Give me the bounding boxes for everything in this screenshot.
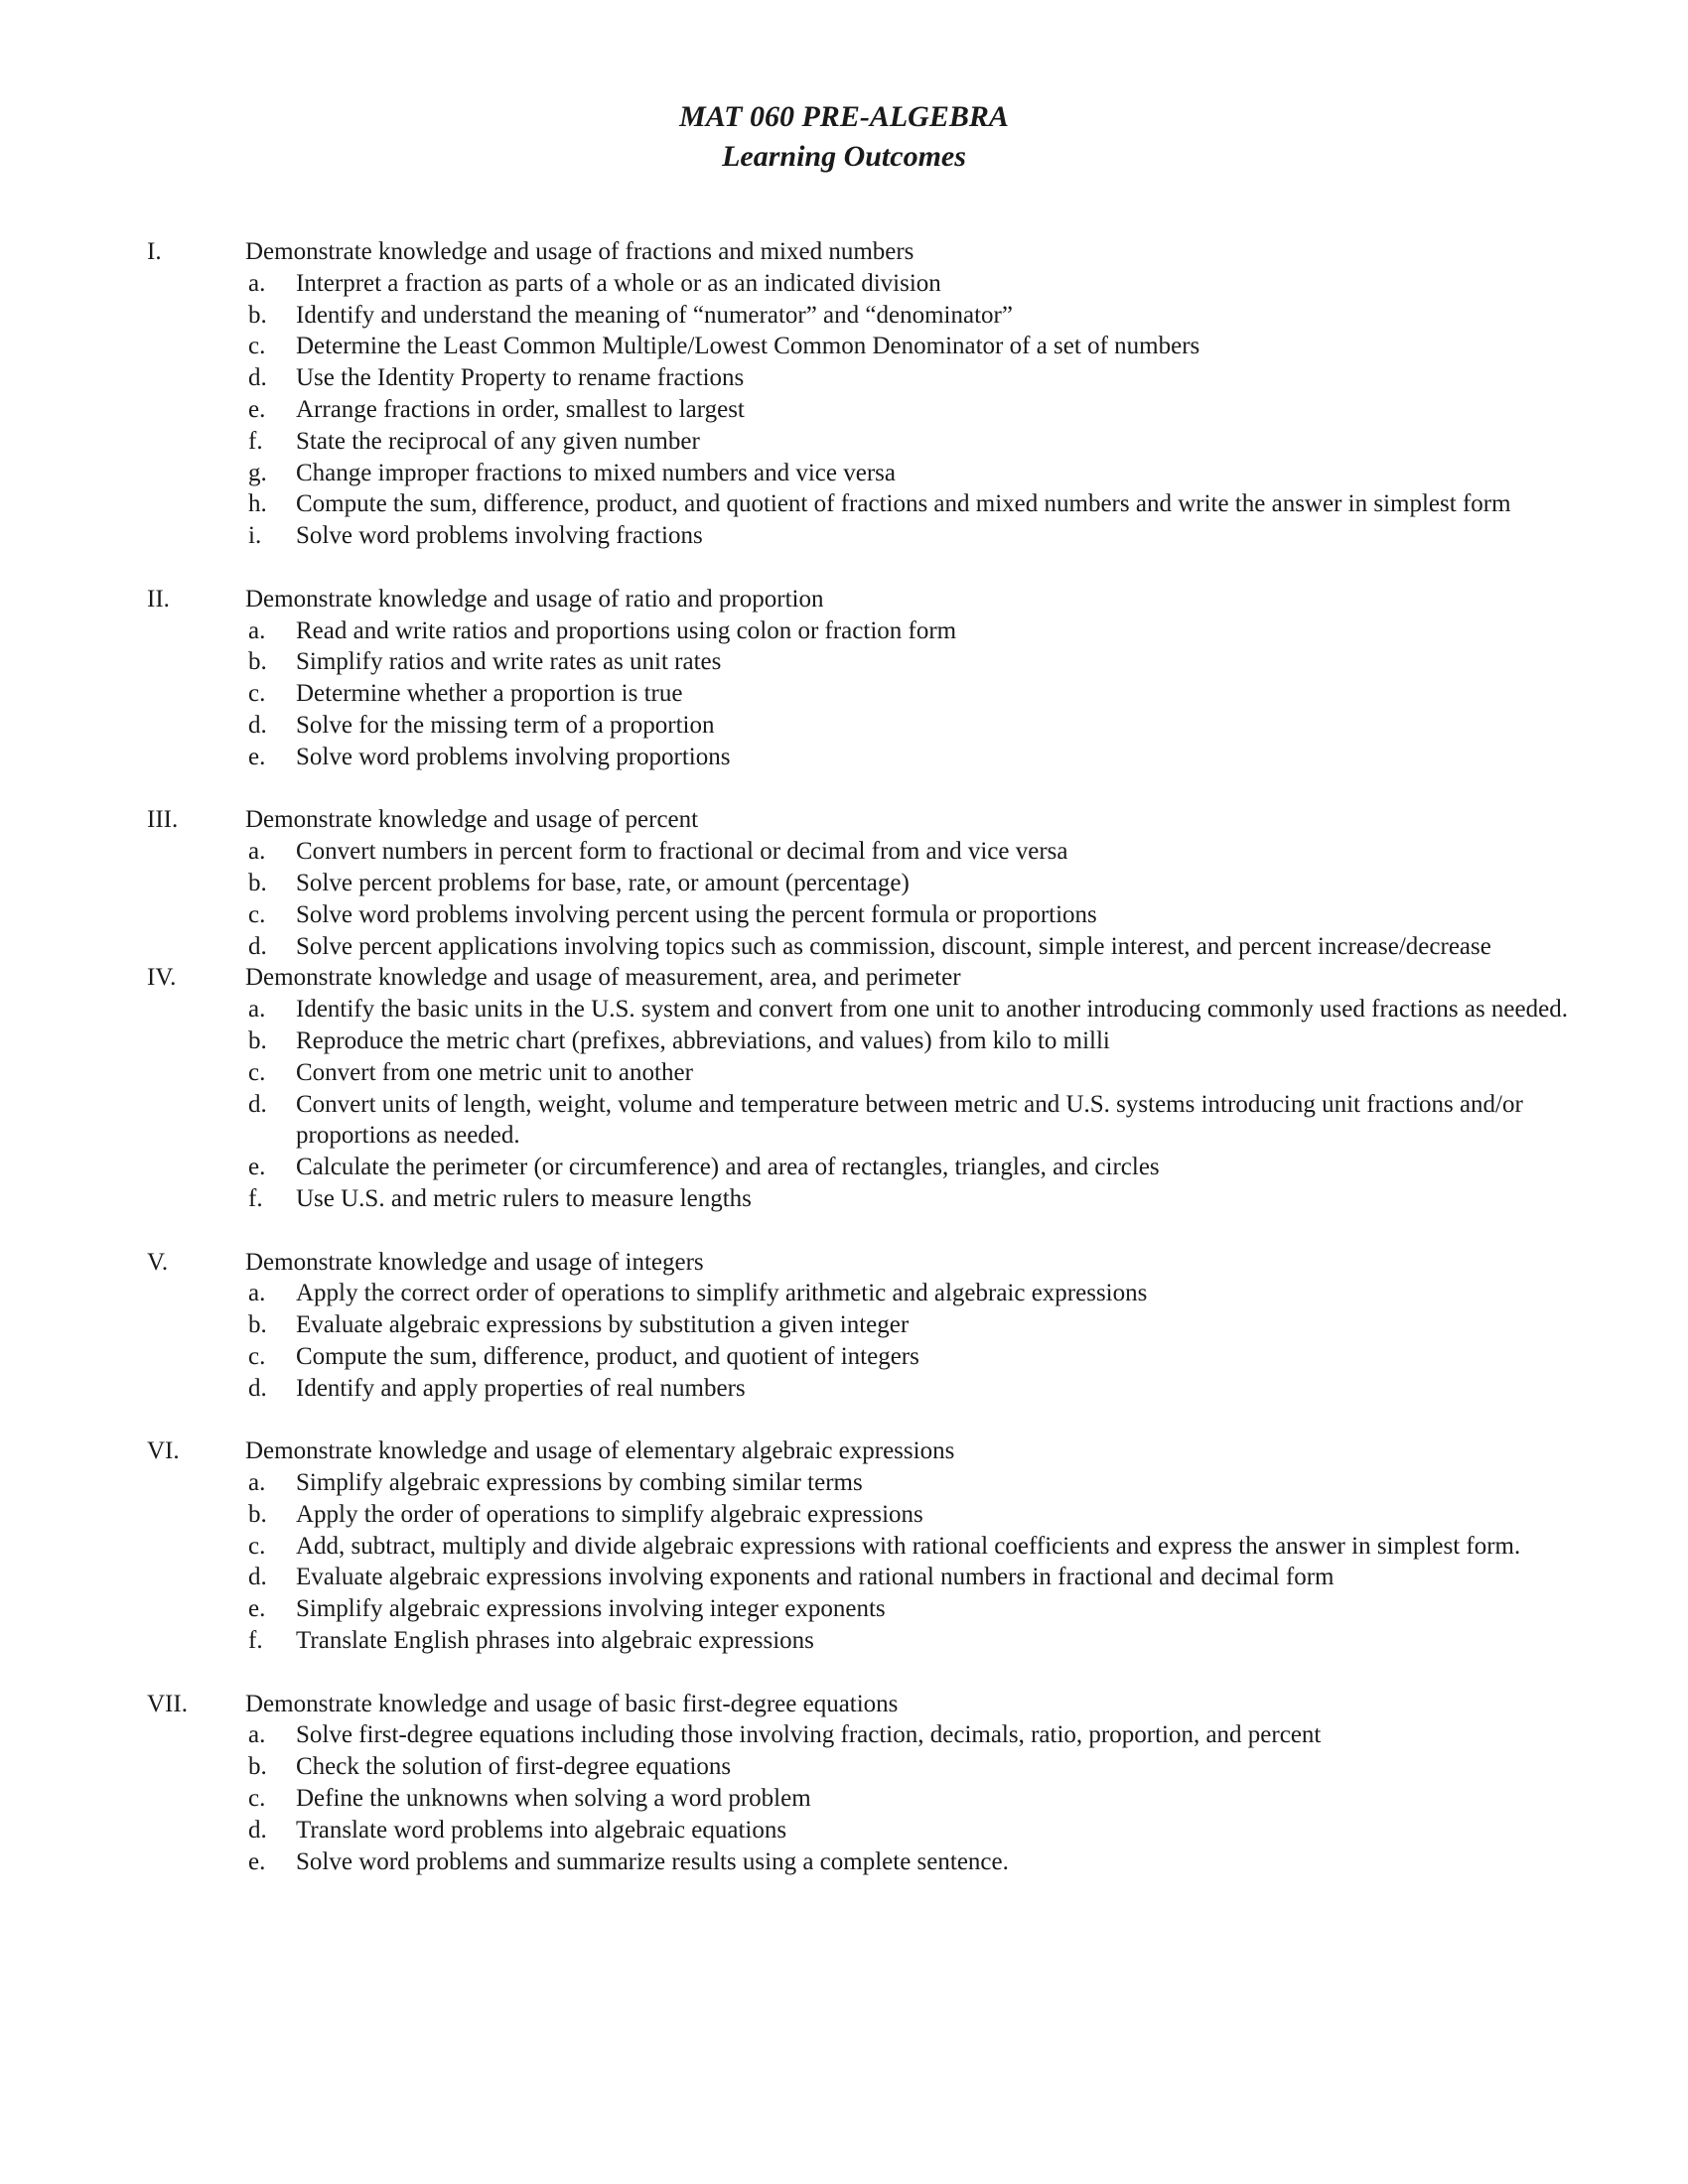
outcome-item <box>0 394 1688 426</box>
outcome-item <box>0 931 1688 963</box>
item-letter: e. <box>248 743 266 770</box>
outcome-item <box>0 1467 1688 1499</box>
outcome-item <box>0 1341 1688 1373</box>
outcome-item <box>0 300 1688 332</box>
outcome-item <box>0 1309 1688 1341</box>
section-heading <box>0 236 1688 268</box>
item-text: Define the unknowns when solving a word problem <box>296 1785 811 1813</box>
outcome-section <box>0 1247 1688 1405</box>
outcome-item <box>0 1719 1688 1751</box>
outcome-item <box>0 426 1688 458</box>
section-numeral: IV. <box>147 964 177 992</box>
section-numeral: V. <box>147 1248 169 1276</box>
outcome-item <box>0 520 1688 552</box>
item-text: Solve percent applications involving topics such as commission, discount, simple interest, and percent increase/decrease <box>296 932 1491 960</box>
item-letter: c. <box>248 1058 266 1086</box>
item-text: Solve word problems involving proportions <box>296 743 731 770</box>
item-text: Add, subtract, multiply and divide algebraic expressions with rational coefficients and express the answer in simplest form. <box>296 1532 1521 1560</box>
item-text: Simplify algebraic expressions involving integer exponents <box>296 1595 886 1623</box>
outcome-item <box>0 1057 1688 1089</box>
section-title: Demonstrate knowledge and usage of elementary algebraic expressions <box>245 1437 955 1465</box>
item-text: Compute the sum, difference, product, and quotient of integers <box>296 1342 919 1370</box>
learning-outcomes-list <box>0 236 1688 1877</box>
item-text: Determine the Least Common Multiple/Lowest Common Denominator of a set of numbers <box>296 333 1200 360</box>
section-title: Demonstrate knowledge and usage of fractions and mixed numbers <box>245 238 914 265</box>
item-text: Determine whether a proportion is true <box>296 680 683 708</box>
outcome-section <box>0 804 1688 962</box>
document-header <box>0 97 1688 177</box>
section-numeral: II. <box>147 585 170 613</box>
outcome-item <box>0 994 1688 1025</box>
item-text: Evaluate algebraic expressions by substitution a given integer <box>296 1311 910 1339</box>
item-letter: c. <box>248 333 266 360</box>
item-text: State the reciprocal of any given number <box>296 427 700 455</box>
section-heading <box>0 584 1688 615</box>
item-text: Solve percent problems for base, rate, or amount (percentage) <box>296 869 910 896</box>
section-title: Demonstrate knowledge and usage of measurement, area, and perimeter <box>245 964 961 992</box>
item-text: Convert units of length, weight, volume and temperature between metric and U.S. systems introducing unit fractions and/or proportions as needed. <box>296 1090 1523 1150</box>
outcome-item <box>0 868 1688 899</box>
item-letter: a. <box>248 996 266 1024</box>
outcome-section <box>0 236 1688 552</box>
item-text: Read and write ratios and proportions using colon or fraction form <box>296 616 957 644</box>
item-text: Simplify ratios and write rates as unit rates <box>296 648 722 676</box>
outcome-section <box>0 1689 1688 1878</box>
outcome-item <box>0 1499 1688 1531</box>
outcome-item <box>0 615 1688 647</box>
outcome-item <box>0 1531 1688 1563</box>
section-title: Demonstrate knowledge and usage of percent <box>245 806 699 834</box>
section-numeral: III. <box>147 806 179 834</box>
item-letter: b. <box>248 1026 267 1054</box>
outcome-item <box>0 488 1688 520</box>
document-title: MAT 060 PRE-ALGEBRA <box>679 100 1009 133</box>
outcome-section <box>0 962 1688 1214</box>
outcome-item <box>0 1025 1688 1057</box>
outcome-item <box>0 362 1688 394</box>
item-text: Identify and understand the meaning of “numerator” and “denominator” <box>296 301 1013 329</box>
item-text: Check the solution of first-degree equations <box>296 1753 732 1781</box>
outcome-item <box>0 678 1688 710</box>
item-text: Convert numbers in percent form to fractional or decimal from and vice versa <box>296 838 1068 866</box>
item-text: Translate word problems into algebraic equations <box>296 1816 787 1843</box>
section-heading <box>0 1689 1688 1720</box>
item-letter: i. <box>248 522 262 550</box>
item-letter: b. <box>248 301 267 329</box>
item-letter: c. <box>248 1785 266 1813</box>
item-letter: f. <box>248 1627 263 1655</box>
outcome-section <box>0 584 1688 773</box>
item-text: Solve word problems involving fractions <box>296 522 703 550</box>
item-text: Use the Identity Property to rename fractions <box>296 364 745 392</box>
item-letter: c. <box>248 1532 266 1560</box>
item-letter: c. <box>248 900 266 928</box>
item-text: Identify and apply properties of real numbers <box>296 1374 746 1402</box>
item-letter: d. <box>248 932 267 960</box>
item-text: Calculate the perimeter (or circumference) and area of rectangles, triangles, and circles <box>296 1154 1160 1181</box>
item-text: Apply the order of operations to simplify algebraic expressions <box>296 1500 923 1528</box>
outcome-item <box>0 710 1688 742</box>
item-text: Solve word problems and summarize results using a complete sentence. <box>296 1847 1009 1875</box>
item-letter: e. <box>248 395 266 423</box>
outcome-item <box>0 331 1688 362</box>
section-numeral: VI. <box>147 1437 180 1465</box>
item-letter: e. <box>248 1847 266 1875</box>
item-letter: b. <box>248 1753 267 1781</box>
item-letter: e. <box>248 1154 266 1181</box>
outcome-item <box>0 1183 1688 1215</box>
outcome-item <box>0 1625 1688 1657</box>
item-text: Solve for the missing term of a proportion <box>296 711 715 739</box>
outcome-item <box>0 1562 1688 1593</box>
item-text: Translate English phrases into algebraic expressions <box>296 1627 814 1655</box>
outcome-item <box>0 836 1688 868</box>
item-text: Identify the basic units in the U.S. system and convert from one unit to another introducing commonly used fractions as needed. <box>296 996 1568 1024</box>
item-text: Reproduce the metric chart (prefixes, abbreviations, and values) from kilo to milli <box>296 1026 1110 1054</box>
item-letter: b. <box>248 1311 267 1339</box>
item-letter: d. <box>248 1374 267 1402</box>
item-text: Simplify algebraic expressions by combing similar terms <box>296 1469 863 1497</box>
document-subtitle: Learning Outcomes <box>722 140 966 173</box>
item-letter: a. <box>248 1280 266 1307</box>
item-letter: a. <box>248 1721 266 1749</box>
item-letter: d. <box>248 364 267 392</box>
item-letter: d. <box>248 711 267 739</box>
item-letter: c. <box>248 680 266 708</box>
section-heading <box>0 962 1688 994</box>
item-text: Change improper fractions to mixed numbers and vice versa <box>296 459 896 486</box>
item-text: Solve first-degree equations including those involving fraction, decimals, ratio, proportion, and percent <box>296 1721 1322 1749</box>
item-letter: e. <box>248 1595 266 1623</box>
item-letter: a. <box>248 269 266 297</box>
outcome-item <box>0 1152 1688 1183</box>
item-text: Interpret a fraction as parts of a whole or as an indicated division <box>296 269 941 297</box>
outcome-item <box>0 646 1688 678</box>
item-text: Convert from one metric unit to another <box>296 1058 693 1086</box>
outcome-item <box>0 1593 1688 1625</box>
item-letter: b. <box>248 869 267 896</box>
section-title: Demonstrate knowledge and usage of integers <box>245 1248 704 1276</box>
item-letter: a. <box>248 1469 266 1497</box>
outcome-item <box>0 1815 1688 1846</box>
outcome-item <box>0 1373 1688 1405</box>
section-title: Demonstrate knowledge and usage of ratio and proportion <box>245 585 824 613</box>
item-letter: d. <box>248 1564 267 1591</box>
section-heading <box>0 804 1688 836</box>
item-letter: a. <box>248 838 266 866</box>
item-letter: b. <box>248 648 267 676</box>
section-heading <box>0 1435 1688 1467</box>
section-numeral: VII. <box>147 1690 188 1717</box>
item-text: Solve word problems involving percent using the percent formula or proportions <box>296 900 1097 928</box>
outcome-item <box>0 268 1688 300</box>
outcome-section <box>0 1435 1688 1657</box>
item-letter: f. <box>248 427 263 455</box>
item-text: Apply the correct order of operations to simplify arithmetic and algebraic expressions <box>296 1280 1148 1307</box>
item-letter: h. <box>248 490 267 518</box>
item-letter: a. <box>248 616 266 644</box>
outcome-item <box>0 458 1688 489</box>
item-letter: d. <box>248 1816 267 1843</box>
outcome-item <box>0 1278 1688 1309</box>
item-text: Evaluate algebraic expressions involving exponents and rational numbers in fractional and decimal form <box>296 1564 1335 1591</box>
outcome-item <box>0 899 1688 931</box>
section-title: Demonstrate knowledge and usage of basic first-degree equations <box>245 1690 899 1717</box>
section-numeral: I. <box>147 238 162 265</box>
item-letter: g. <box>248 459 267 486</box>
outcome-item <box>0 1751 1688 1783</box>
outcome-item <box>0 1846 1688 1878</box>
item-letter: c. <box>248 1342 266 1370</box>
outcome-item <box>0 1783 1688 1815</box>
outcome-item <box>0 1089 1688 1153</box>
item-text: Arrange fractions in order, smallest to largest <box>296 395 745 423</box>
item-letter: d. <box>248 1090 267 1118</box>
item-letter: b. <box>248 1500 267 1528</box>
section-heading <box>0 1247 1688 1279</box>
outcome-item <box>0 742 1688 773</box>
item-text: Use U.S. and metric rulers to measure lengths <box>296 1184 752 1212</box>
item-letter: f. <box>248 1184 263 1212</box>
item-text: Compute the sum, difference, product, and quotient of fractions and mixed numbers and write the answer in simplest form <box>296 490 1511 518</box>
